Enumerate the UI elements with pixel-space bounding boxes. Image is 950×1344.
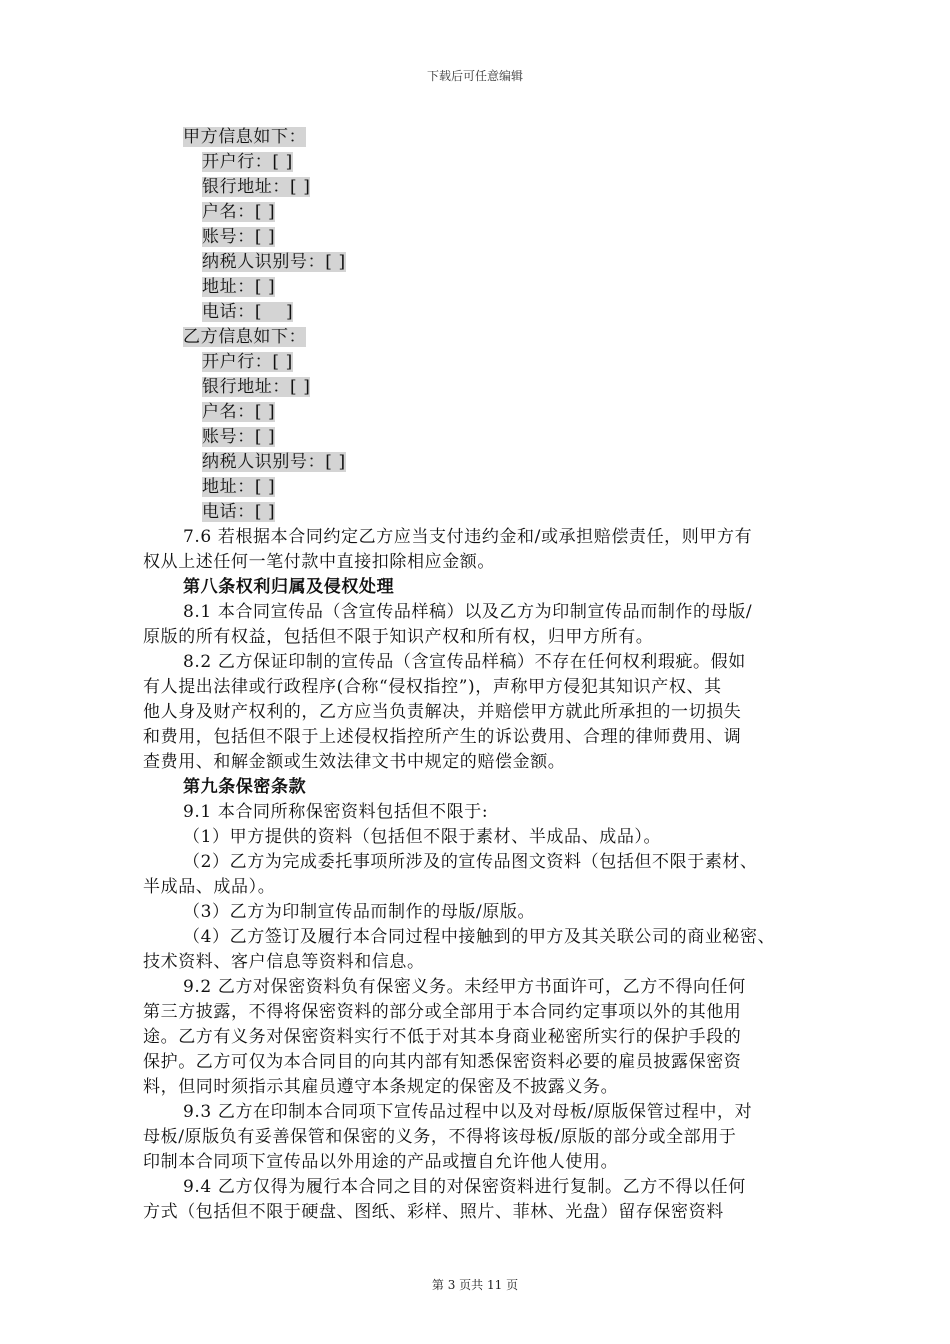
party-b-field: 户名：[ ] xyxy=(202,402,276,422)
body-line: 权从上述任何一笔付款中直接扣除相应金额。 xyxy=(143,552,495,572)
body-line: （4）乙方签订及履行本合同过程中接触到的甲方及其关联公司的商业秘密、 xyxy=(183,927,776,947)
body-line: 9.1 本合同所称保密资料包括但不限于: xyxy=(183,802,489,822)
party-b-field: 账号：[ ] xyxy=(202,427,276,447)
body-line: 技术资料、客户信息等资料和信息。 xyxy=(143,952,425,972)
party-b-field: 银行地址：[ ] xyxy=(202,377,311,397)
body-line: 方式（包括但不限于硬盘、图纸、彩样、照片、菲林、光盘）留存保密资料 xyxy=(143,1202,724,1222)
body-line: 印制本合同项下宣传品以外用途的产品或擅自允许他人使用。 xyxy=(143,1152,619,1172)
body-line: 9.3 乙方在印制本合同项下宣传品过程中以及对母板/原版保管过程中，对 xyxy=(183,1102,753,1122)
party-a-field: 银行地址：[ ] xyxy=(202,177,311,197)
body-line: （3）乙方为印制宣传品而制作的母版/原版。 xyxy=(183,902,536,922)
party-a-field: 开户行：[ ] xyxy=(202,152,293,172)
party-a-field: 电话：[ ] xyxy=(202,302,294,322)
party-b-field: 开户行：[ ] xyxy=(202,352,293,372)
body-line: 8.1 本合同宣传品（含宣传品样稿）以及乙方为印制宣传品而制作的母版/ xyxy=(183,602,753,622)
body-line: 第三方披露，不得将保密资料的部分或全部用于本合同约定事项以外的其他用 xyxy=(143,1002,742,1022)
body-line: 母板/原版负有妥善保管和保密的义务，不得将该母板/原版的部分或全部用于 xyxy=(143,1127,737,1147)
party-b-field: 电话：[ ] xyxy=(202,502,276,522)
body-line: 有人提出法律或行政程序(合称“侵权指控”)，声称甲方侵犯其知识产权、其 xyxy=(143,677,722,697)
party-a-field: 户名：[ ] xyxy=(202,202,276,222)
body-line: 半成品、成品）。 xyxy=(143,877,276,897)
party-a-field: 纳税人识别号：[ ] xyxy=(202,252,346,272)
body-line: 和费用，包括但不限于上述侵权指控所产生的诉讼费用、合理的律师费用、调 xyxy=(143,727,742,747)
party-a-title: 甲方信息如下： xyxy=(183,127,307,147)
party-a-field: 地址：[ ] xyxy=(202,277,276,297)
section-heading: 第九条保密条款 xyxy=(183,777,307,797)
body-line: 料，但同时须指示其雇员遵守本条规定的保密及不披露义务。 xyxy=(143,1077,619,1097)
page-header: 下载后可任意编辑 xyxy=(426,69,523,83)
body-line: 7.6 若根据本合同约定乙方应当支付违约金和/或承担赔偿责任，则甲方有 xyxy=(183,527,753,547)
body-line: 他人身及财产权利的，乙方应当负责解决，并赔偿甲方就此所承担的一切损失 xyxy=(143,702,742,722)
page-footer: 第 3 页共 11 页 xyxy=(431,1278,519,1292)
party-b-field: 纳税人识别号：[ ] xyxy=(202,452,346,472)
body-line: 保护。乙方可仅为本合同目的向其内部有知悉保密资料必要的雇员披露保密资 xyxy=(143,1052,742,1072)
body-line: 8.2 乙方保证印制的宣传品（含宣传品样稿）不存在任何权利瑕疵。假如 xyxy=(183,652,746,672)
section-heading: 第八条权利归属及侵权处理 xyxy=(183,577,395,597)
body-line: 9.2 乙方对保密资料负有保密义务。未经甲方书面许可，乙方不得向任何 xyxy=(183,977,746,997)
party-b-title: 乙方信息如下： xyxy=(183,327,307,347)
body-line: 9.4 乙方仅得为履行本合同之目的对保密资料进行复制。乙方不得以任何 xyxy=(183,1177,746,1197)
body-line: （2）乙方为完成委托事项所涉及的宣传品图文资料（包括但不限于素材、 xyxy=(183,852,758,872)
body-line: 途。乙方有义务对保密资料实行不低于对其本身商业秘密所实行的保护手段的 xyxy=(143,1027,742,1047)
body-line: 原版的所有权益，包括但不限于知识产权和所有权，归甲方所有。 xyxy=(143,627,654,647)
party-b-field: 地址：[ ] xyxy=(202,477,276,497)
body-line: 查费用、和解金额或生效法律文书中规定的赔偿金额。 xyxy=(143,752,566,772)
party-a-field: 账号：[ ] xyxy=(202,227,276,247)
body-line: （1）甲方提供的资料（包括但不限于素材、半成品、成品）。 xyxy=(183,827,662,847)
